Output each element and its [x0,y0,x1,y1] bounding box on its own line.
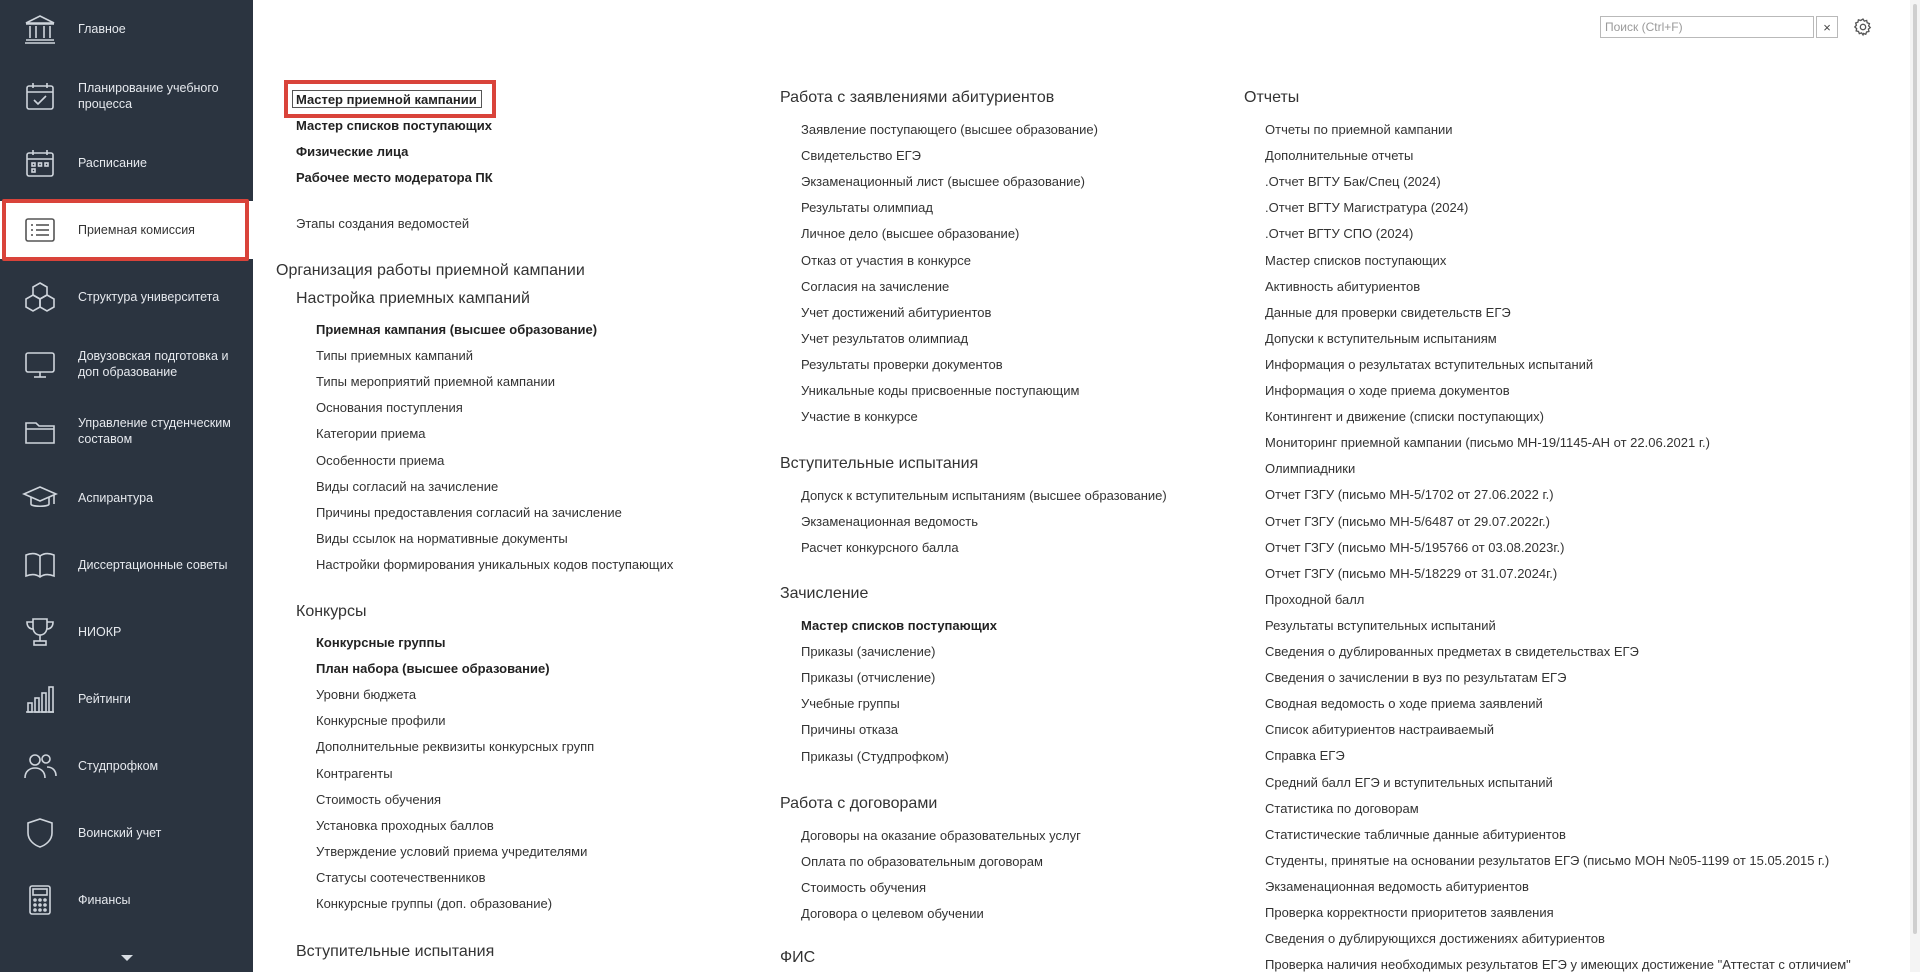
gear-icon[interactable] [1853,17,1873,37]
group-title: ФИС [780,949,816,966]
report-link[interactable]: Сведения о зачислении в вуз по результатам ЕГЭ [1265,670,1567,686]
search-clear-button[interactable]: × [1816,16,1838,38]
menu-link[interactable]: Договора о целевом обучении [801,906,984,922]
sidebar-item-6[interactable] [0,402,253,460]
menu-link[interactable]: Заявление поступающего (высшее образование) [801,122,1098,137]
menu-link[interactable]: Особенности приема [316,452,445,468]
menu-link[interactable]: Экзаменационный лист (высшее образование) [801,174,1085,190]
folder-icon [22,413,58,449]
report-link[interactable]: Отчет ГЗГУ (письмо МН-5/18229 от 31.07.2024г.) [1265,565,1558,581]
menu-link[interactable]: Настройки формирования уникальных кодов поступающих [316,556,674,572]
menu-link[interactable]: Утверждение условий приема учредителями [316,843,588,859]
sidebar-item-5[interactable] [0,335,253,393]
report-link[interactable]: Сведения о дублирующихся достижениях абитуриентов [1265,931,1605,947]
sidebar-item-label: Аспирантура [78,491,154,505]
top-link[interactable]: Физические лица [296,144,409,159]
group-title: Вступительные испытания [780,455,979,472]
menu-link[interactable]: Причины отказа [801,722,899,738]
section-title: Организация работы приемной кампании [276,262,585,279]
menu-link[interactable]: Статусы соотечественников [316,869,486,885]
menu-link[interactable]: Стоимость обучения [316,791,442,807]
sidebar-item-12[interactable] [0,804,253,862]
report-link[interactable]: .Отчет ВГТУ Магистратура (2024) [1265,200,1469,216]
menu-link[interactable]: Допуск к вступительным испытаниям (высшее образование) [801,488,1167,503]
report-link[interactable]: Дополнительные отчеты [1265,148,1414,164]
report-link[interactable]: Мониторинг приемной кампании (письмо МН-19/1145-АН от 22.06.2021 г.) [1265,435,1710,451]
menu-link[interactable]: Результаты олимпиад [801,200,933,216]
group-title: Конкурсы [296,603,367,620]
sidebar-item-label: Планирование учебного процесса [78,81,219,111]
sidebar-item-13[interactable] [0,871,253,929]
top-link[interactable]: Рабочее место модератора ПК [296,170,493,185]
top-link[interactable]: Мастер приемной кампании [296,92,477,107]
report-link[interactable]: Проходной балл [1265,591,1365,607]
active-item-highlight [2,199,249,261]
report-link[interactable]: Сведения о дублированных предметах в свидетельствах ЕГЭ [1265,644,1639,659]
report-link[interactable]: Статистические табличные данные абитуриентов [1265,826,1566,842]
group-title: Работа с заявлениями абитуриентов [780,89,1055,106]
sidebar-item-label: Управление студенческим составом [78,416,231,446]
report-link[interactable]: Информация о ходе приема документов [1265,383,1510,398]
menu-link[interactable]: Экзаменационная ведомость [801,514,979,530]
calendar-icon [22,145,58,181]
graduation-cap-icon [22,480,58,516]
group-title: Вступительные испытания [296,943,495,960]
sidebar-item-7[interactable] [0,469,253,527]
group-title: Зачисление [780,585,869,602]
search-input[interactable] [1601,17,1797,37]
group-title: Настройка приемных кампаний [296,290,530,307]
menu-link[interactable]: Конкурсные профили [316,713,446,729]
focus-outline [292,90,482,108]
menu-link[interactable]: Виды согласий на зачисление [316,478,499,494]
sidebar-item-4[interactable] [0,268,253,326]
menu-link[interactable]: Категории приема [316,426,426,442]
cubes-icon [22,279,58,315]
sidebar-item-label: Рейтинги [78,692,131,706]
shield-icon [22,815,58,851]
bank-icon [22,11,58,47]
sidebar-item-0[interactable] [0,0,253,58]
menu-link[interactable]: Учет достижений абитуриентов [801,304,992,320]
menu-link[interactable]: Свидетельство ЕГЭ [801,148,922,164]
sidebar-item-label: Воинский учет [78,826,162,840]
menu-link[interactable]: Установка проходных баллов [316,817,494,833]
report-link[interactable]: Студенты, принятые на основании результатов ЕГЭ (письмо МОН №05-1199 от 15.05.2015 г.) [1265,852,1830,868]
calculator-icon [22,882,58,918]
sidebar-item-10[interactable] [0,670,253,728]
stages-link[interactable]: Этапы создания ведомостей [296,216,470,231]
menu-link[interactable]: Приемная кампания (высшее образование) [316,322,598,337]
bar-chart-icon [22,681,58,717]
book-icon [22,547,58,583]
report-link[interactable]: Результаты вступительных испытаний [1265,617,1496,633]
menu-link[interactable]: План набора (высшее образование) [316,661,550,677]
sidebar-more-button[interactable] [0,946,253,972]
menu-link[interactable]: Типы приемных кампаний [316,348,474,364]
menu-link[interactable]: Мастер списков поступающих [801,618,997,633]
sidebar-item-label: Структура университета [78,290,220,304]
trophy-icon [22,614,58,650]
sidebar-item-label: Приемная комиссия [78,223,195,237]
menu-link[interactable]: Типы мероприятий приемной кампании [316,374,556,390]
report-link[interactable]: Статистика по договорам [1265,800,1419,816]
menu-link[interactable]: Договоры на оказание образовательных услуг [801,828,1081,843]
menu-link[interactable]: Дополнительные реквизиты конкурсных групп [316,739,595,755]
menu-link[interactable]: Отказ от участия в конкурсе [801,252,971,268]
report-link[interactable]: Активность абитуриентов [1265,278,1421,294]
sidebar-item-label: Главное [78,22,126,36]
chevron-down-icon [120,950,134,968]
menu-link[interactable]: Оплата по образовательным договорам [801,854,1043,870]
sidebar-item-label: Расписание [78,156,147,170]
menu-link[interactable]: Участие в конкурсе [801,409,918,425]
sidebar-item-label: Финансы [78,893,131,907]
menu-link[interactable]: Стоимость обучения [801,880,927,896]
report-link[interactable]: Сводная ведомость о ходе приема заявлений [1265,696,1543,712]
menu-link[interactable]: Приказы (отчисление) [801,670,936,686]
menu-link[interactable]: Конкурсные группы (доп. образование) [316,896,553,911]
report-link[interactable]: Средний балл ЕГЭ и вступительных испытаний [1265,774,1553,790]
report-link[interactable]: Отчет ГЗГУ (письмо МН-5/1702 от 27.06.2022 г.) [1265,487,1554,503]
menu-link[interactable]: Уровни бюджета [316,687,417,703]
menu-link[interactable]: Основания поступления [316,400,463,416]
report-link[interactable]: Данные для проверки свидетельств ЕГЭ [1265,304,1511,320]
menu-link[interactable]: Личное дело (высшее образование) [801,226,1020,242]
menu-link[interactable]: Учебные группы [801,696,900,712]
sidebar-item-9[interactable] [0,603,253,661]
menu-link[interactable]: Расчет конкурсного балла [801,540,959,556]
scrollbar-thumb[interactable] [1913,4,1917,934]
menu-link[interactable]: Виды ссылок на нормативные документы [316,530,568,546]
top-link[interactable]: Мастер списков поступающих [296,118,492,133]
menu-link[interactable]: Причины предоставления согласий на зачисление [316,504,622,520]
sidebar-item-2[interactable] [0,134,253,192]
report-link[interactable]: Отчет ГЗГУ (письмо МН-5/6487 от 29.07.2022г.) [1265,513,1550,529]
menu-link[interactable]: Согласия на зачисление [801,278,950,294]
menu-link[interactable]: Приказы (зачисление) [801,644,936,660]
sidebar-item-1[interactable] [0,67,253,125]
report-link[interactable]: Контингент и движение (списки поступающих) [1265,409,1545,425]
calendar-check-icon [22,78,58,114]
monitor-icon [22,346,58,382]
report-link[interactable]: Информация о результатах вступительных испытаний [1265,356,1594,372]
sidebar [0,0,253,972]
report-link[interactable]: Проверка наличия необходимых результатов ЕГЭ у имеющих достижение "Аттестат с отличием" [1265,957,1851,973]
report-link[interactable]: Проверка корректности приоритетов заявления [1265,905,1554,920]
report-link[interactable]: .Отчет ВГТУ СПО (2024) [1265,226,1414,242]
menu-link[interactable]: Приказы (Студпрофком) [801,748,949,764]
report-link[interactable]: Отчеты по приемной кампании [1265,122,1453,137]
search-box[interactable] [1600,16,1814,38]
menu-link[interactable]: Результаты проверки документов [801,356,1003,372]
report-link[interactable]: .Отчет ВГТУ Бак/Спец (2024) [1265,174,1441,190]
report-link[interactable]: Список абитуриентов настраиваемый [1265,722,1495,738]
group-title: Работа с договорами [780,795,938,812]
menu-link[interactable]: Учет результатов олимпиад [801,330,969,346]
sidebar-item-label: Студпрофком [78,759,159,773]
menu-link[interactable]: Уникальные коды присвоенные поступающим [801,383,1080,398]
report-link[interactable]: Допуски к вступительным испытаниям [1265,330,1497,346]
report-link[interactable]: Мастер списков поступающих [1265,252,1447,268]
report-link[interactable]: Справка ЕГЭ [1265,748,1345,764]
report-link[interactable]: Экзаменационная ведомость абитуриентов [1265,878,1529,894]
sidebar-item-11[interactable] [0,737,253,795]
menu-link[interactable]: Контрагенты [316,765,393,781]
users-icon [22,748,58,784]
sidebar-item-label: Довузовская подготовка и доп образование [78,349,229,379]
sidebar-item-label: Диссертационные советы [78,558,228,572]
sidebar-item-8[interactable] [0,536,253,594]
menu-link[interactable]: Конкурсные группы [316,635,446,650]
report-link[interactable]: Олимпиадники [1265,461,1356,477]
sidebar-item-label: НИОКР [78,625,122,639]
reports-title: Отчеты [1244,89,1300,106]
report-link[interactable]: Отчет ГЗГУ (письмо МН-5/195766 от 03.08.2023г.) [1265,539,1565,555]
